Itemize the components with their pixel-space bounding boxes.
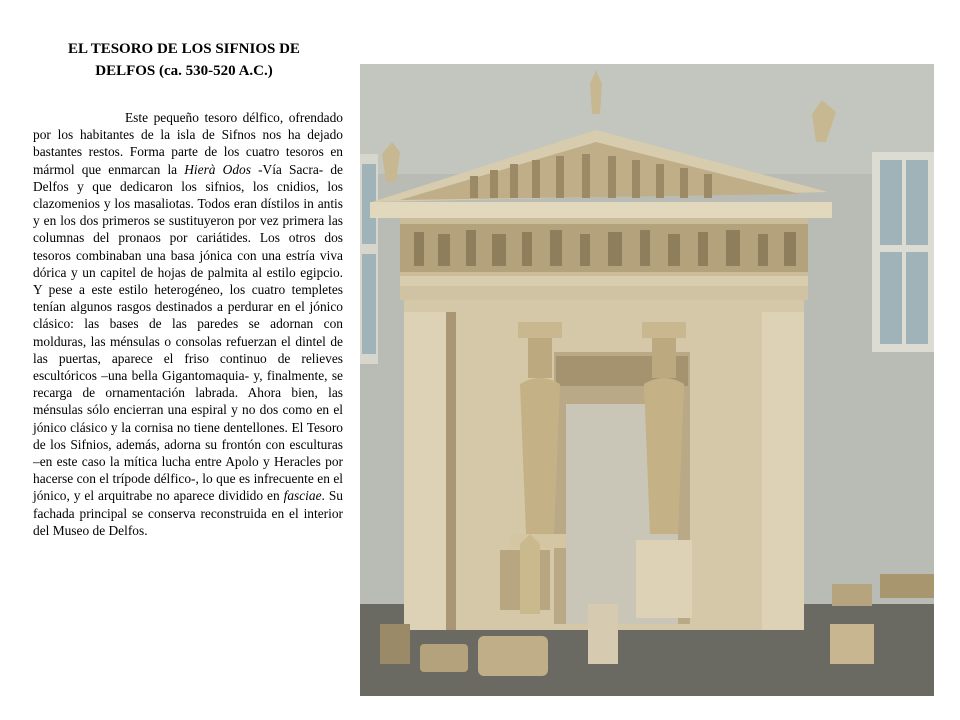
title-line-1: EL TESORO DE LOS SIFNIOS DE bbox=[68, 41, 300, 57]
left-anta bbox=[404, 312, 446, 630]
body-text-part-3: . Su fachada principal se conserva reconstruida en el interior del Museo de Delfos. bbox=[33, 488, 343, 538]
cornice bbox=[370, 202, 832, 218]
right-anta bbox=[762, 312, 804, 630]
body-text-part-2: -Vía Sacra- de Delfos y que dedicaron los sifnios, los cnidios, los clazomenios y los masaliotas. Todos eran dístilos in antis y en los dos primeros se sustituyeron por vez primera las columnas del pronaos por cariátides. Los otros dos tesoros combinaban una basa jónica con una estría viva dórica y un capitel de hojas de palmita al estilo egipcio. Y pese a este estilo heterogéneo, los cuatro templetes tenían algunos rasgos destinados a perdurar en el jónico clásico: las bases de las paredes se adornan con molduras, las ménsulas o consolas refuerzan el dintel de las puertas, aparece el friso continuo de relieves escultóricos –una bella Gigantomaquia- y, finalmente, se recarga de ornamentación labrada. Ahora bien, las ménsulas sólo encierran una espiral y no dos como en el jónico clásico y la cornisa no tiene dentellones. El Tesoro de los Sifnios, además, adorna su frontón con esculturas –en este caso la mítica lucha entre Apolo y Heracles por hacerse con el trípode délfico-, lo que es infrecuente en el jónico, y el arquitrabe no aparece dividido en bbox=[33, 161, 343, 504]
body-text-part-1: Este pequeño tesoro délfico, ofrendado por los habitantes de la isla de Sifnos nos ha dejado bastantes restos. Forma parte de los cuatro tesoros en mármol que enmarcan la bbox=[33, 110, 343, 177]
architrave bbox=[400, 286, 808, 300]
document-title bbox=[40, 38, 328, 82]
body-paragraph bbox=[33, 109, 343, 539]
body-italic-hiera-odos: Hierà Odos bbox=[184, 161, 251, 177]
body-italic-fasciae: fasciae bbox=[283, 488, 322, 504]
treasury-photo bbox=[360, 64, 934, 696]
title-line-2: DELFOS (ca. 530-520 A.C.) bbox=[95, 63, 273, 79]
treasury-illustration bbox=[360, 64, 934, 696]
